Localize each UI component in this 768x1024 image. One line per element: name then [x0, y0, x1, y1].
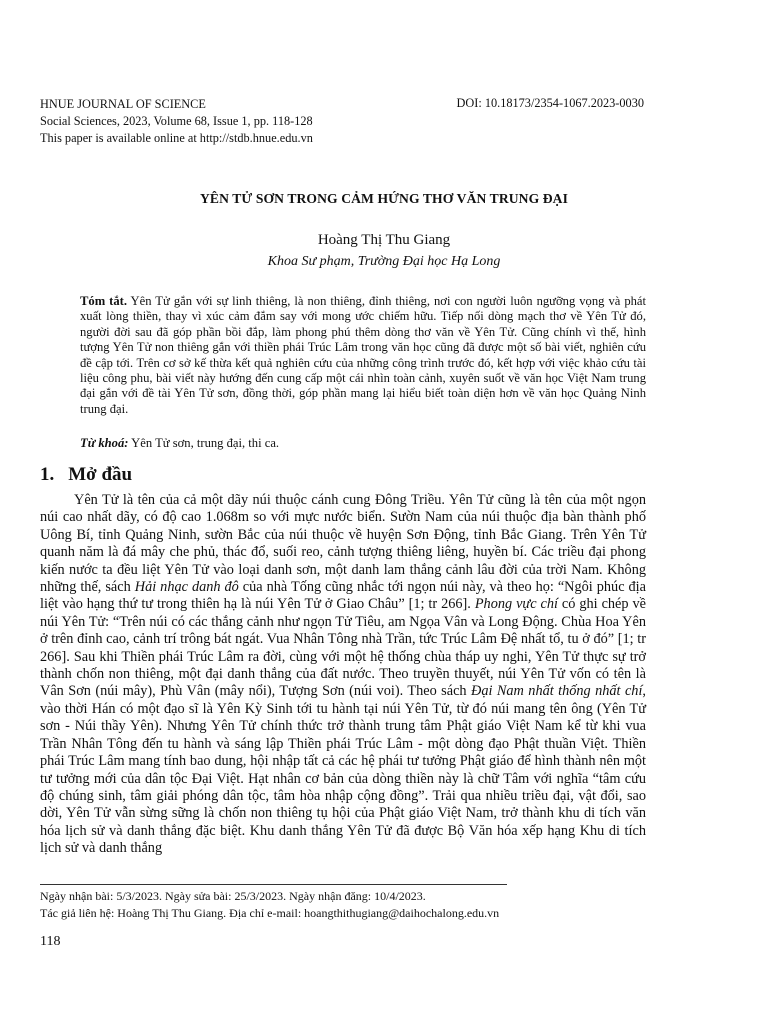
keywords: [80, 436, 646, 451]
footnote-contact: Tác giả liên hệ: Hoàng Thị Thu Giang. Địa chỉ e-mail: hoangthithugiang@daihochalong.edu.vn: [40, 906, 500, 920]
abstract-label: Tóm tắt.: [80, 294, 128, 308]
abstract: [80, 294, 646, 417]
author-name: Hoàng Thị Thu Giang: [317, 232, 451, 248]
journal-name: HNUE JOURNAL OF SCIENCE: [40, 97, 206, 111]
body-text-3: có ghi chép về núi Yên Tử: “Trên núi có các thắng cảnh như ngọn Tử Tiêu, am Ngọa Vân và Long Động. Chùa Hoa Yên ở trên đỉnh cao, cảnh trí trông bát ngát. Vua Nhân Tông nhà Trần, tức Trúc Lâm Đệ nhất tổ, tu ở đó” [1; tr 266]. Sau khi Thiền phái Trúc Lâm ra đời, cùng với một hệ thống chùa tháp uy nghi, Yên Tử thực sự trở thành chốn non thiêng, một đại danh thắng của đất nước. Theo truyền thuyết, núi Yên Tử vốn có tên là Vân Sơn (núi mây), Phù Vân (mây nổi), Tượng Sơn (núi voi). Theo sách: [40, 596, 646, 700]
section-number: 1.: [40, 464, 55, 485]
footnote-divider: [40, 884, 507, 885]
footnote-dates: Ngày nhận bài: 5/3/2023. Ngày sửa bài: 25/3/2023. Ngày nhận đăng: 10/4/2023.: [40, 889, 426, 903]
volume-info: Social Sciences, 2023, Volume 68, Issue 1, pp. 118-128: [40, 114, 313, 128]
book-title-1: Hải nhạc danh đô: [134, 579, 239, 596]
book-title-3: Đại Nam nhất thống nhất chí: [471, 683, 643, 700]
online-info: This paper is available online at http://stdb.hnue.edu.vn: [40, 131, 313, 145]
doi: DOI: 10.18173/2354-1067.2023-0030: [456, 96, 644, 110]
author-affiliation: Khoa Sư phạm, Trường Đại học Hạ Long: [267, 254, 501, 269]
page-number: 118: [40, 934, 61, 949]
section-title: Mở đầu: [68, 464, 133, 485]
keywords-label: Từ khoá:: [80, 436, 129, 450]
body-text-1: Yên Tử là tên của cả một dãy núi thuộc cánh cung Đông Triều. Yên Tử cũng là tên của một ngọn núi cao nhất dãy, có độ cao 1.068m so với mực nước biển. Sườn Nam của núi thuộc địa bàn thành phố Uông Bí, tỉnh Quảng Ninh, sườn Bắc của núi thuộc về huyện Sơn Động, tỉnh Bắc Giang. Trên Yên Tử quanh năm là đá mây che phủ, thác đổ, suối reo, cảnh tượng thiêng liêng, huyền bí. Các triều đại phong kiến nước ta đều liệt Yên Tử vào loại danh sơn, một danh lam thắng cảnh lâu đời của trời Nam. Không những thế, sách: [40, 492, 646, 596]
body-paragraph: [40, 492, 646, 858]
body-text-4: , vào thời Hán có một đạo sĩ là Yên Kỳ Sinh tới tu hành tại núi Yên Tử, từ đó núi mang tên ông (Yên Tử sơn - Núi thầy Yên). Nhưng Yên Tử chính thức trở thành trung tâm Phật giáo Việt Nam kể từ khi vua Trần Nhân Tông đến tu hành và sáng lập Thiền phái Trúc Lâm - một dòng đạo Phật thuần Việt. Thiền phái Trúc Lâm mang tính bao dung, hội nhập tất cả các hệ phái tư tưởng Phật giáo để hình thành nên một tư tưởng mới của dân tộc Đại Việt. Hạt nhân cơ bản của dòng thiền này là chữ Tâm với nghĩa “tâm cứu độ chúng sinh, tâm giải phóng dân tộc, tâm hòa nhập cộng đồng”. Trải qua nhiều triều đại, vật đổi, sao dời, Yên Tử vẫn sừng sững là chốn non thiêng tụ hội của Phật giáo Việt Nam, trở thành khu di tích văn hóa lịch sử và danh thắng đặc biệt. Khu danh thắng Yên Tử đã được Bộ Văn hóa xếp hạng Khu di tích lịch sử và danh thắng: [40, 683, 646, 857]
book-title-2: Phong vực chí: [474, 596, 558, 613]
body-text-2: của nhà Tống cũng nhắc tới ngọn núi này, và theo họ: “Ngôi phúc địa liệt vào hạng thứ tư trong thiên hạ là núi Yên Tử ở Giao Châu” [1; tr 266].: [40, 579, 646, 613]
article-title: YÊN TỬ SƠN TRONG CẢM HỨNG THƠ VĂN TRUNG ĐẠI: [200, 191, 568, 206]
keywords-text: Yên Tử sơn, trung đại, thi ca.: [128, 436, 280, 450]
abstract-text: Yên Tử gắn với sự linh thiêng, là non thiêng, đỉnh thiêng, nơi con người luôn ngưỡng vọng và phát xuất lòng thiền, thay vì xúc cảm đắm say với mong ước chiếm hữu. Tiếp nối dòng mạch thơ về Yên Tử đó, người đời sau đã góp phần bồi đắp, làm phong phú thêm dòng thơ văn về Yên Tử. Cũng chính vì thế, hình tượng Yên Tử non thiêng gắn với thiền phái Trúc Lâm trong văn học cũng đã được một số bài viết, nghiên cứu đề cập tới. Trên cơ sở kế thừa kết quả nghiên cứu của những công trình trước đó, kết hợp với việc khảo cứu tài liệu công phu, bài viết này hướng đến cung cấp một cái nhìn toàn cảnh, xuyên suốt về văn học Việt Nam trung đại gắn với đề tài Yên Tử sơn, đồng thời, góp phần mang lại hiểu biết toàn diện hơn về văn học Quảng Ninh trung đại.: [80, 294, 647, 416]
section-heading: [40, 464, 132, 486]
